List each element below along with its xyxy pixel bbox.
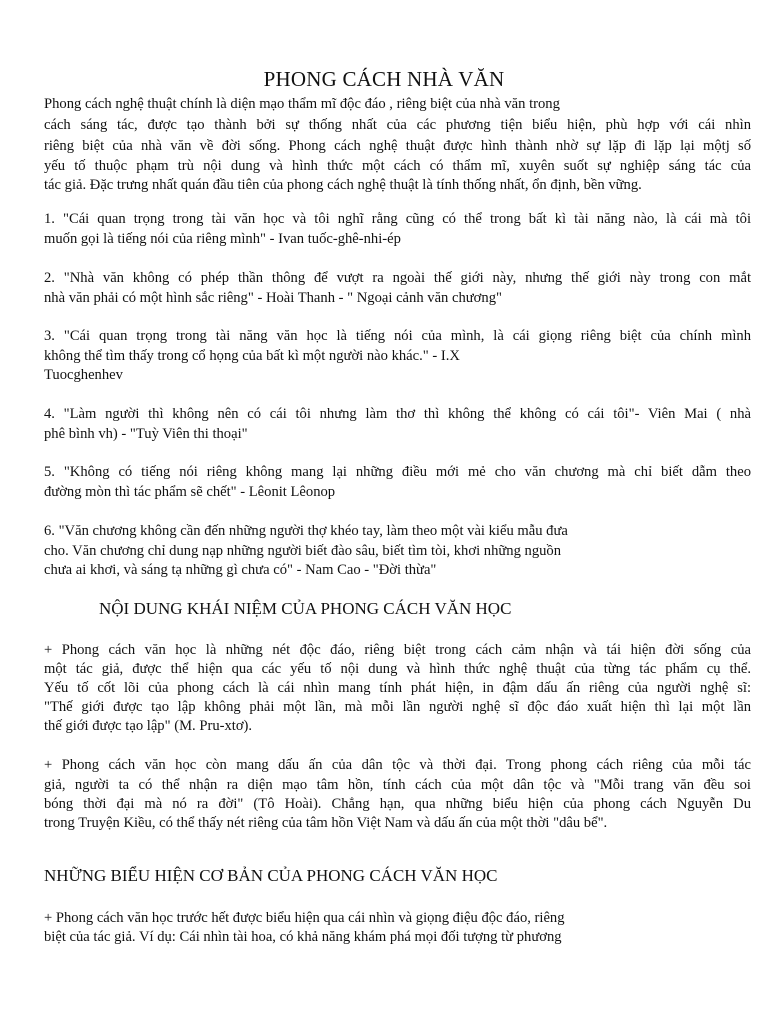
paragraph-line: thế giới được tạo lập" (M. Pru-xtơ). [44,718,253,734]
intro-line: Phong cách nghệ thuật chính là diện mạo thẩm mĩ độc đáo , riêng biệt của nhà văn trong [44,96,560,112]
quote-line: 2. "Nhà văn không có phép thần thông để vượt ra ngoài thế giới này, nhưng thế giới này trong con mắt [44,270,751,286]
quote-line: 1. "Cái quan trọng trong tài văn học và tôi nghĩ rằng cũng có thể trong bất kì tài năng nào, là cái mà tôi [44,211,751,227]
paragraph-line: bóng thời đại mà nó ra đời" (Tô Hoài). Chẳng hạn, qua những biểu hiện của phong cách Nguyễn Du [44,796,751,812]
paragraph-line: một tác giả, được thể hiện qua các yếu tố nội dung và hình thức nghệ thuật của từng tác phẩm cụ thể. [44,661,751,677]
quote-line: 6. "Văn chương không cần đến những người thợ khéo tay, làm theo một vài kiểu mẫu đưa [44,523,568,539]
quote-line: muốn gọi là tiếng nói của riêng mình" - Ivan tuốc-ghê-nhi-ép [44,231,401,247]
quote-line: không thể tìm thấy trong cổ họng của bất kì một người nào khác." - I.X [44,348,460,364]
quote-line: 5. "Không có tiếng nói riêng không mang lại những điều mới mẻ cho văn chương mà chỉ biết dẫm theo [44,464,751,480]
page-title: PHONG CÁCH NHÀ VĂN [263,67,505,91]
intro-line: cách sáng tác, được tạo thành bởi sự thống nhất của các phương tiện biểu hiện, phù hợp với cái nhìn [44,117,751,133]
paragraph-line: trong Truyện Kiều, có thể thấy nét riêng của tâm hồn Việt Nam và dấu ấn của một thời "dâu bể". [44,815,608,831]
quote-line: 3. "Cái quan trọng trong tài năng văn học là tiếng nói của mình, là cái giọng riêng biệt của chính mình [44,328,751,344]
paragraph-line: + Phong cách văn học trước hết được biểu hiện qua cái nhìn và giọng điệu độc đáo, riêng [44,910,565,926]
paragraph-line: Yếu tố cốt lõi của phong cách là cái nhìn mang tính phát hiện, in đậm dấu ấn riêng của người nghệ sĩ: [44,680,751,696]
paragraph-line: giả, người ta có thể nhận ra diện mạo tâm hồn, tính cách của một dân tộc và "Mỗi trang văn đều soi [44,777,751,793]
section-heading: NỘI DUNG KHÁI NIỆM CỦA PHONG CÁCH VĂN HỌC [99,599,512,618]
quote-line: chưa ai khơi, và sáng tạ những gì chưa có" - Nam Cao - "Đời thừa" [44,562,437,578]
quote-line: nhà văn phải có một hình sắc riêng" - Hoài Thanh - " Ngoại cảnh văn chương" [44,290,502,306]
paragraph-line: "Thế giới được tạo lập không phải một lần, mà mỗi lần người nghệ sĩ độc đáo xuất hiện thì lại một lần [44,699,751,715]
intro-line: yếu tố thuộc phạm trù nội dung và hình thức một cách có thẩm mĩ, xuyên suốt sự nghiệp sáng tác của [44,158,751,174]
paragraph-line: biệt của tác giả. Ví dụ: Cái nhìn tài hoa, có khả năng khám phá mọi đối tượng từ phương [44,929,562,945]
quote-line: Tuocghenhev [44,367,123,383]
intro-line: riêng biệt của nhà văn về đời sống. Phong cách nghệ thuật được hình thành nhờ sự lặp đi lặp lại mộtj số [44,138,751,154]
quote-line: 4. "Làm người thì không nên có cái tôi nhưng làm thơ thì không thể không có cái tôi"- Viên Mai ( nhà [44,406,751,422]
quote-line: đường mòn thì tác phẩm sẽ chết" - Lêonit Lêonop [44,484,336,500]
section-heading: NHỮNG BIỂU HIỆN CƠ BẢN CỦA PHONG CÁCH VĂN HỌC [44,866,498,885]
quote-line: cho. Văn chương chỉ dung nạp những người biết đào sâu, biết tìm tòi, khơi những nguồn [44,543,562,559]
intro-line: tác giả. Đặc trưng nhất quán đầu tiên của phong cách nghệ thuật là tính thống nhất, ổn định, bền vững. [44,177,642,193]
paragraph-line: + Phong cách văn học là những nét độc đáo, riêng biệt trong cách cảm nhận và tái hiện đời sống của [44,642,751,658]
quote-line: phê bình vh) - "Tuỳ Viên thi thoại" [44,426,248,442]
paragraph-line: + Phong cách văn học còn mang dấu ấn của dân tộc và thời đại. Trong phong cách riêng của mỗi tác [44,757,751,773]
